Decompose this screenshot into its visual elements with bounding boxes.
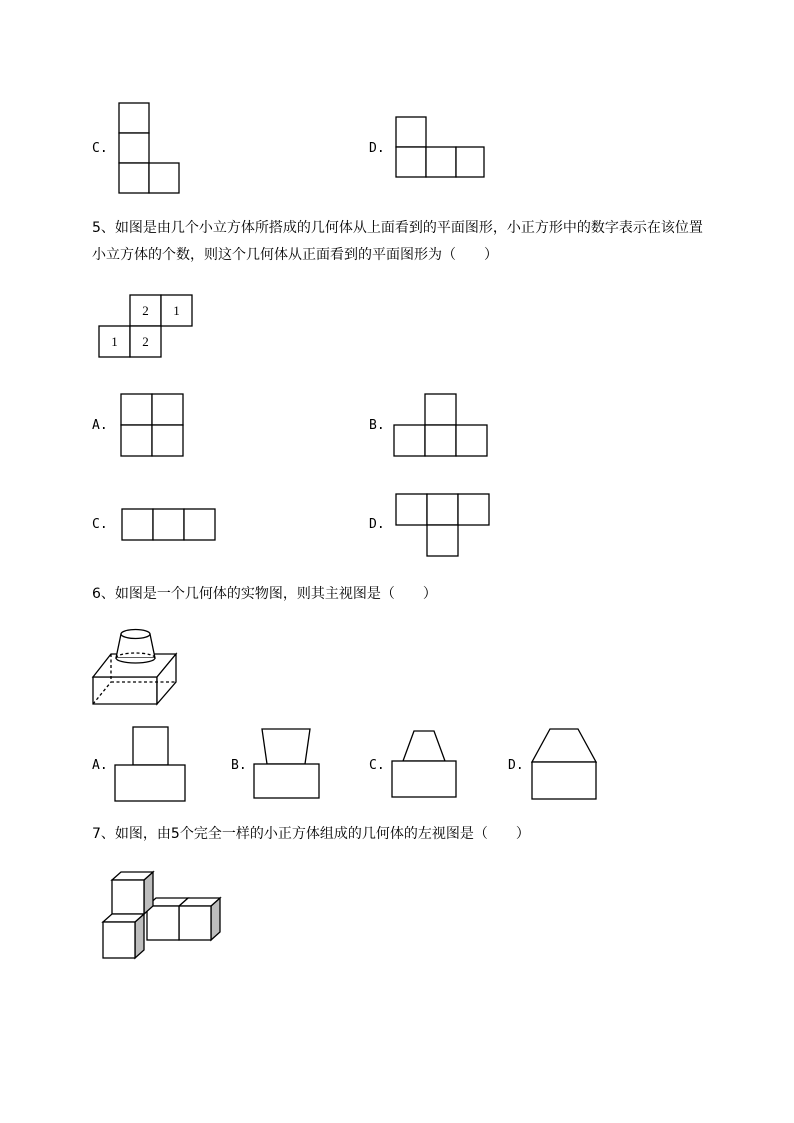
square <box>425 394 456 425</box>
cube-front-face <box>112 880 144 914</box>
q7-text: 7、如图，由5个完全一样的小正方体组成的几何体的左视图是（ ） <box>92 826 530 842</box>
square <box>122 509 153 540</box>
q4-option-c-figure <box>118 102 182 196</box>
q6-solid-figure <box>90 622 182 708</box>
square <box>396 147 426 177</box>
square <box>119 133 149 163</box>
trapezoid <box>403 731 445 761</box>
q6-option-c-figure <box>391 730 459 802</box>
square <box>149 163 179 193</box>
q5-text-line1: 5、如图是由几个小立方体所搭成的几何体从上面看到的平面图形，小正方形中的数字表示在该位置 <box>92 220 703 236</box>
q6-option-a-figure <box>114 726 188 804</box>
grid-number: 2 <box>142 303 149 318</box>
square <box>119 163 149 193</box>
q5-text-line2: 小立方体的个数，则这个几何体从正面看到的平面图形为（ ） <box>92 247 498 263</box>
lower-rectangle <box>115 765 185 801</box>
q5-top-view-grid <box>98 294 194 358</box>
square <box>456 147 484 177</box>
q4-option-c-label: C. <box>92 141 108 156</box>
q5-option-d-label: D. <box>369 517 385 532</box>
square <box>456 425 487 456</box>
square <box>121 394 152 425</box>
upper-rectangle <box>133 727 168 765</box>
square <box>394 425 425 456</box>
q4-option-d-figure <box>395 116 487 180</box>
q5-option-c-figure <box>121 508 218 542</box>
square <box>427 494 458 525</box>
grid-number: 1 <box>111 334 118 349</box>
square <box>152 394 183 425</box>
lower-rectangle <box>392 761 456 797</box>
q6-option-d-figure <box>531 728 601 802</box>
lower-rectangle <box>254 764 319 798</box>
q6-option-c-label: C. <box>369 758 385 773</box>
inverted-trapezoid <box>262 729 310 764</box>
box-front-face <box>93 677 157 704</box>
lower-rectangle <box>532 762 596 799</box>
q6-option-b-label: B. <box>231 758 247 773</box>
square <box>427 525 458 556</box>
square <box>425 425 456 456</box>
q6-option-b-figure <box>253 728 323 802</box>
q5-option-d-figure <box>395 493 491 559</box>
q4-option-d-label: D. <box>369 141 385 156</box>
q6-text: 6、如图是一个几何体的实物图，则其主视图是（ ） <box>92 586 437 602</box>
square <box>153 509 184 540</box>
cube-front-face <box>103 922 135 958</box>
trapezoid <box>532 729 596 762</box>
grid-number: 2 <box>142 334 149 349</box>
frustum-top <box>121 630 150 639</box>
square <box>184 509 215 540</box>
q5-option-b-figure <box>393 393 489 459</box>
grid-number: 1 <box>173 303 180 318</box>
q5-option-c-label: C. <box>92 517 108 532</box>
cube-front-face <box>179 906 211 940</box>
square <box>119 103 149 133</box>
q6-option-a-label: A. <box>92 758 108 773</box>
q6-option-d-label: D. <box>508 758 524 773</box>
q5-option-a-figure <box>120 393 186 459</box>
square <box>396 117 426 147</box>
cube-front-face <box>147 906 179 940</box>
q7-cube-figure <box>100 870 226 964</box>
square <box>152 425 183 456</box>
square <box>458 494 489 525</box>
q5-option-b-label: B. <box>369 418 385 433</box>
q5-option-a-label: A. <box>92 418 108 433</box>
square <box>121 425 152 456</box>
square <box>396 494 427 525</box>
square <box>426 147 456 177</box>
